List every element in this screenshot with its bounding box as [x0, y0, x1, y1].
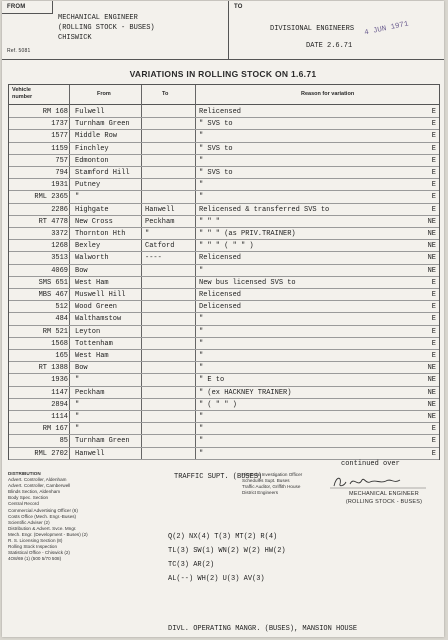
vehicle-number: 85: [59, 437, 68, 446]
vehicle-number: 2894: [51, 400, 68, 409]
vehicle-number: 1568: [51, 339, 68, 348]
division-code: E: [431, 205, 436, 214]
from-garage: Tottenham: [75, 339, 113, 348]
table-row: [9, 129, 439, 142]
distribution-item: 4O8/69 (1) (500 5/70 508): [8, 556, 62, 562]
col-header-vehicle: Vehicle: [12, 87, 31, 93]
vehicle-number: RM 167: [42, 425, 68, 434]
division-code: E: [431, 181, 436, 190]
table-row: [9, 276, 439, 289]
variation-reason: " E to: [199, 376, 225, 385]
vehicle-number: RM 168: [42, 108, 68, 116]
vehicle-number: RML 2365: [34, 193, 68, 202]
division-code: E: [431, 108, 436, 116]
table-header: [9, 85, 439, 105]
table-row: [9, 325, 439, 338]
variation-reason: ": [199, 364, 204, 373]
division-code: E: [431, 315, 436, 324]
from-garage: Highgate: [75, 205, 109, 214]
from-garage: ": [75, 376, 80, 385]
variation-reason: ": [199, 413, 204, 421]
vehicle-number: 484: [55, 315, 68, 324]
table-row: [9, 203, 439, 216]
division-code: E: [431, 303, 436, 312]
variation-reason: " (ex HACKNEY TRAINER): [199, 388, 292, 397]
memo-header: [2, 1, 444, 60]
from-garage: West Ham: [75, 352, 109, 360]
division-code: E: [431, 169, 436, 177]
signature: [328, 472, 428, 490]
division-code: E: [431, 156, 436, 165]
distribution-item: Mech. Engr. (Development - Buses) (2): [8, 531, 88, 537]
variation-reason: " SVS to: [199, 120, 233, 129]
table-row: [9, 300, 439, 313]
to-garage: ": [145, 230, 150, 238]
distribution-item: R. S. Licensing Section (8): [8, 538, 63, 544]
from-garage: ": [75, 425, 80, 434]
division-code: NE: [427, 388, 436, 397]
from-garage: West Ham: [75, 278, 109, 287]
vehicle-number: 1936: [51, 376, 68, 385]
division-code: E: [431, 437, 436, 446]
to-line: DIVISIONAL ENGINEERS: [270, 25, 355, 33]
ref-number: Ref. 5081: [7, 48, 31, 54]
table-row: [9, 337, 439, 350]
table-row: [9, 398, 439, 411]
vehicle-number: 3372: [51, 230, 68, 238]
from-line-1: MECHANICAL ENGINEER: [58, 14, 138, 22]
from-garage: Wood Green: [75, 303, 118, 312]
table-row: [9, 434, 439, 447]
from-garage: Walthamstow: [75, 315, 122, 324]
variation-reason: " ( " " ): [199, 400, 237, 409]
division-code: E: [431, 449, 436, 458]
table-row: [9, 447, 439, 460]
division-code: NE: [427, 230, 436, 238]
variation-reason: ": [199, 449, 204, 458]
header-divider: [228, 1, 229, 59]
table-row: [9, 251, 439, 264]
document-title: VARIATIONS IN ROLLING STOCK ON 1.6.71: [129, 69, 317, 79]
variation-reason: ": [199, 339, 204, 348]
officer-item: Financial Investigation Officer: [242, 472, 303, 477]
variation-reason: " SVS to: [199, 169, 233, 177]
col-header-number: number: [12, 94, 33, 100]
continued-over: continued over: [341, 460, 400, 468]
variation-reason: ": [199, 437, 204, 446]
vehicle-number: 794: [55, 169, 68, 177]
variation-reason: ": [199, 315, 204, 324]
from-line-2: (ROLLING STOCK - BUSES): [58, 24, 155, 32]
from-garage: New Cross: [75, 217, 113, 226]
col-header-to: To: [162, 91, 169, 97]
division-code: NE: [427, 400, 436, 409]
variation-reason: Relicensed: [199, 108, 242, 116]
variation-reason: ": [199, 181, 204, 190]
variation-reason: ": [199, 132, 204, 141]
traffic-supt: TRAFFIC SUPT. (BUSES): [174, 473, 263, 481]
division-code: E: [431, 352, 436, 360]
received-stamp: 4 JUN 1971: [363, 20, 410, 38]
from-garage: Turnham Green: [75, 120, 130, 129]
vehicle-number: 1577: [51, 132, 68, 141]
from-garage: Hanwell: [75, 449, 105, 458]
from-garage: Peckham: [75, 388, 105, 397]
officer-item: District Engineers: [242, 490, 278, 496]
distribution-heading: DISTRIBUTION: [8, 471, 41, 476]
officer-list: [242, 472, 302, 496]
variation-reason: ": [199, 156, 204, 165]
table-row: [9, 264, 439, 277]
variation-reason: ": [199, 352, 204, 360]
variations-table: [8, 84, 440, 460]
bottom-line: DIVL. OPERATING MANGR. (BUSES), MANSION HOUSE: [168, 625, 358, 633]
from-garage: Bow: [75, 364, 88, 373]
vehicle-number: 4069: [51, 266, 68, 275]
division-code: E: [431, 278, 436, 287]
division-code: NE: [427, 242, 436, 251]
from-label: FROM: [7, 4, 26, 10]
variation-reason: ": [199, 327, 204, 336]
division-code: NE: [427, 266, 436, 275]
variation-reason: " " ": [199, 217, 221, 226]
officer-item: Traffic Auditor, Griffith House: [242, 484, 301, 490]
table-row: [9, 178, 439, 191]
from-garage: Leyton: [75, 327, 101, 336]
vehicle-number: 2286: [51, 205, 68, 214]
to-label: TO: [234, 4, 243, 10]
division-code: E: [431, 132, 436, 141]
vehicle-number: MBS 467: [38, 291, 68, 299]
from-garage: Turnham Green: [75, 437, 130, 446]
variation-reason: Delicensed: [199, 303, 242, 312]
distribution-item: Rolling Stock Inspection: [8, 544, 58, 550]
from-garage: ": [75, 413, 80, 421]
division-code: NE: [427, 413, 436, 421]
division-code: E: [431, 291, 436, 299]
garage-code-line: TC(3) AR(2): [168, 561, 215, 569]
division-code: E: [431, 120, 436, 129]
to-garage: Peckham: [145, 217, 175, 226]
distribution-codes: [168, 530, 286, 586]
table-row: [9, 215, 439, 228]
variation-reason: New bus licensed SVS to: [199, 278, 296, 287]
vehicle-number: 512: [55, 303, 68, 312]
from-garage: ": [75, 193, 80, 202]
vehicle-number: 165: [55, 352, 68, 360]
from-garage: Fulwell: [75, 108, 105, 116]
garage-code-line: Q(2) NX(4) T(3) MT(2) R(4): [168, 533, 278, 541]
distribution-item: Scientific Adviser (2): [8, 519, 50, 525]
vehicle-number: 1159: [51, 144, 68, 153]
vehicle-number: 1268: [51, 242, 68, 251]
vehicle-number: RML 2702: [34, 449, 68, 458]
table-row: [9, 361, 439, 374]
division-code: E: [431, 193, 436, 202]
table-row: [9, 386, 439, 399]
variation-reason: Relicensed: [199, 291, 242, 299]
from-garage: Middle Row: [75, 132, 118, 141]
to-garage: ----: [145, 254, 162, 263]
table-row: [9, 312, 439, 325]
vehicle-number: 1737: [51, 120, 68, 129]
distribution-item: Commercial Advertising Officer (6): [8, 507, 78, 513]
from-garage: Stamford Hill: [75, 169, 130, 177]
distribution-item: Statistical Office - Chiswick (2): [8, 550, 70, 556]
signatory-title-1: MECHANICAL ENGINEER: [349, 491, 419, 497]
from-garage: Bow: [75, 266, 88, 275]
from-garage: Bexley: [75, 242, 101, 251]
vehicle-number: RT 1388: [38, 364, 68, 373]
division-code: E: [431, 144, 436, 153]
vehicle-number: 1147: [51, 388, 68, 397]
vehicle-number: 1931: [51, 181, 68, 190]
variation-reason: ": [199, 425, 204, 434]
vehicle-number: SMS 651: [38, 278, 68, 287]
table-row: [9, 239, 439, 252]
to-garage: Hanwell: [145, 205, 175, 214]
from-garage: Finchley: [75, 144, 109, 153]
vehicle-number: 757: [55, 156, 68, 165]
table-row: [9, 190, 439, 203]
officer-item: Schedules Supt. Buses: [242, 478, 290, 484]
variation-reason: ": [199, 266, 204, 275]
table-row: [9, 142, 439, 155]
to-garage: Catford: [145, 242, 175, 251]
distribution-item: Body Spec. Section: [8, 495, 49, 501]
from-garage: ": [75, 400, 80, 409]
col-header-reason: Reason for variation: [301, 91, 355, 97]
table-row: [9, 373, 439, 386]
from-garage: Putney: [75, 181, 101, 190]
variation-reason: ": [199, 193, 204, 202]
variation-reason: " " " (as PRIV.TRAINER): [199, 230, 296, 238]
col-header-from: From: [97, 91, 111, 97]
from-garage: Edmonton: [75, 156, 109, 165]
garage-code-line: AL(--) WH(2) U(3) AV(3): [168, 575, 265, 583]
vehicle-number: 1114: [51, 413, 68, 421]
table-row: [9, 117, 439, 130]
distribution-item: Distribution & Advert. Svce. Mngr.: [8, 525, 77, 531]
vehicle-number: 3513: [51, 254, 68, 263]
variation-reason: Relicensed: [199, 254, 242, 263]
division-code: E: [431, 327, 436, 336]
table-row: [9, 154, 439, 167]
division-code: NE: [427, 364, 436, 373]
memo-page: [2, 1, 444, 637]
distribution-item: Costs Office (Mech. Engr.-Buses): [8, 513, 77, 519]
variation-reason: " SVS to: [199, 144, 233, 153]
table-row: [9, 422, 439, 435]
distribution-item: Central Record: [8, 501, 39, 507]
distribution-list: [8, 471, 88, 562]
distribution-item: Blinds Section, Aldenham: [8, 489, 61, 495]
division-code: E: [431, 339, 436, 348]
division-code: NE: [427, 376, 436, 385]
signatory-title-2: (ROLLING STOCK - BUSES): [345, 499, 423, 505]
from-garage: Thornton Hth: [75, 230, 126, 238]
distribution-item: Advert. Controller, Camberwell: [8, 483, 71, 489]
division-code: NE: [427, 217, 436, 226]
division-code: NE: [427, 254, 436, 263]
division-code: E: [431, 425, 436, 434]
variation-reason: " " " ( " " ): [199, 242, 254, 251]
vehicle-number: RM 521: [42, 327, 68, 336]
date-line: DATE 2.6.71: [306, 42, 353, 50]
garage-code-line: TL(3) SW(1) WN(2) W(2) HW(2): [168, 547, 286, 555]
distribution-item: Advert. Controller, Aldenham: [8, 477, 67, 483]
from-garage: Walworth: [75, 254, 109, 263]
from-line-3: CHISWICK: [58, 34, 92, 42]
from-garage: Muswell Hill: [75, 291, 126, 299]
variation-reason: Relicensed & transferred SVS to: [199, 205, 330, 214]
vehicle-number: RT 4778: [38, 217, 68, 226]
